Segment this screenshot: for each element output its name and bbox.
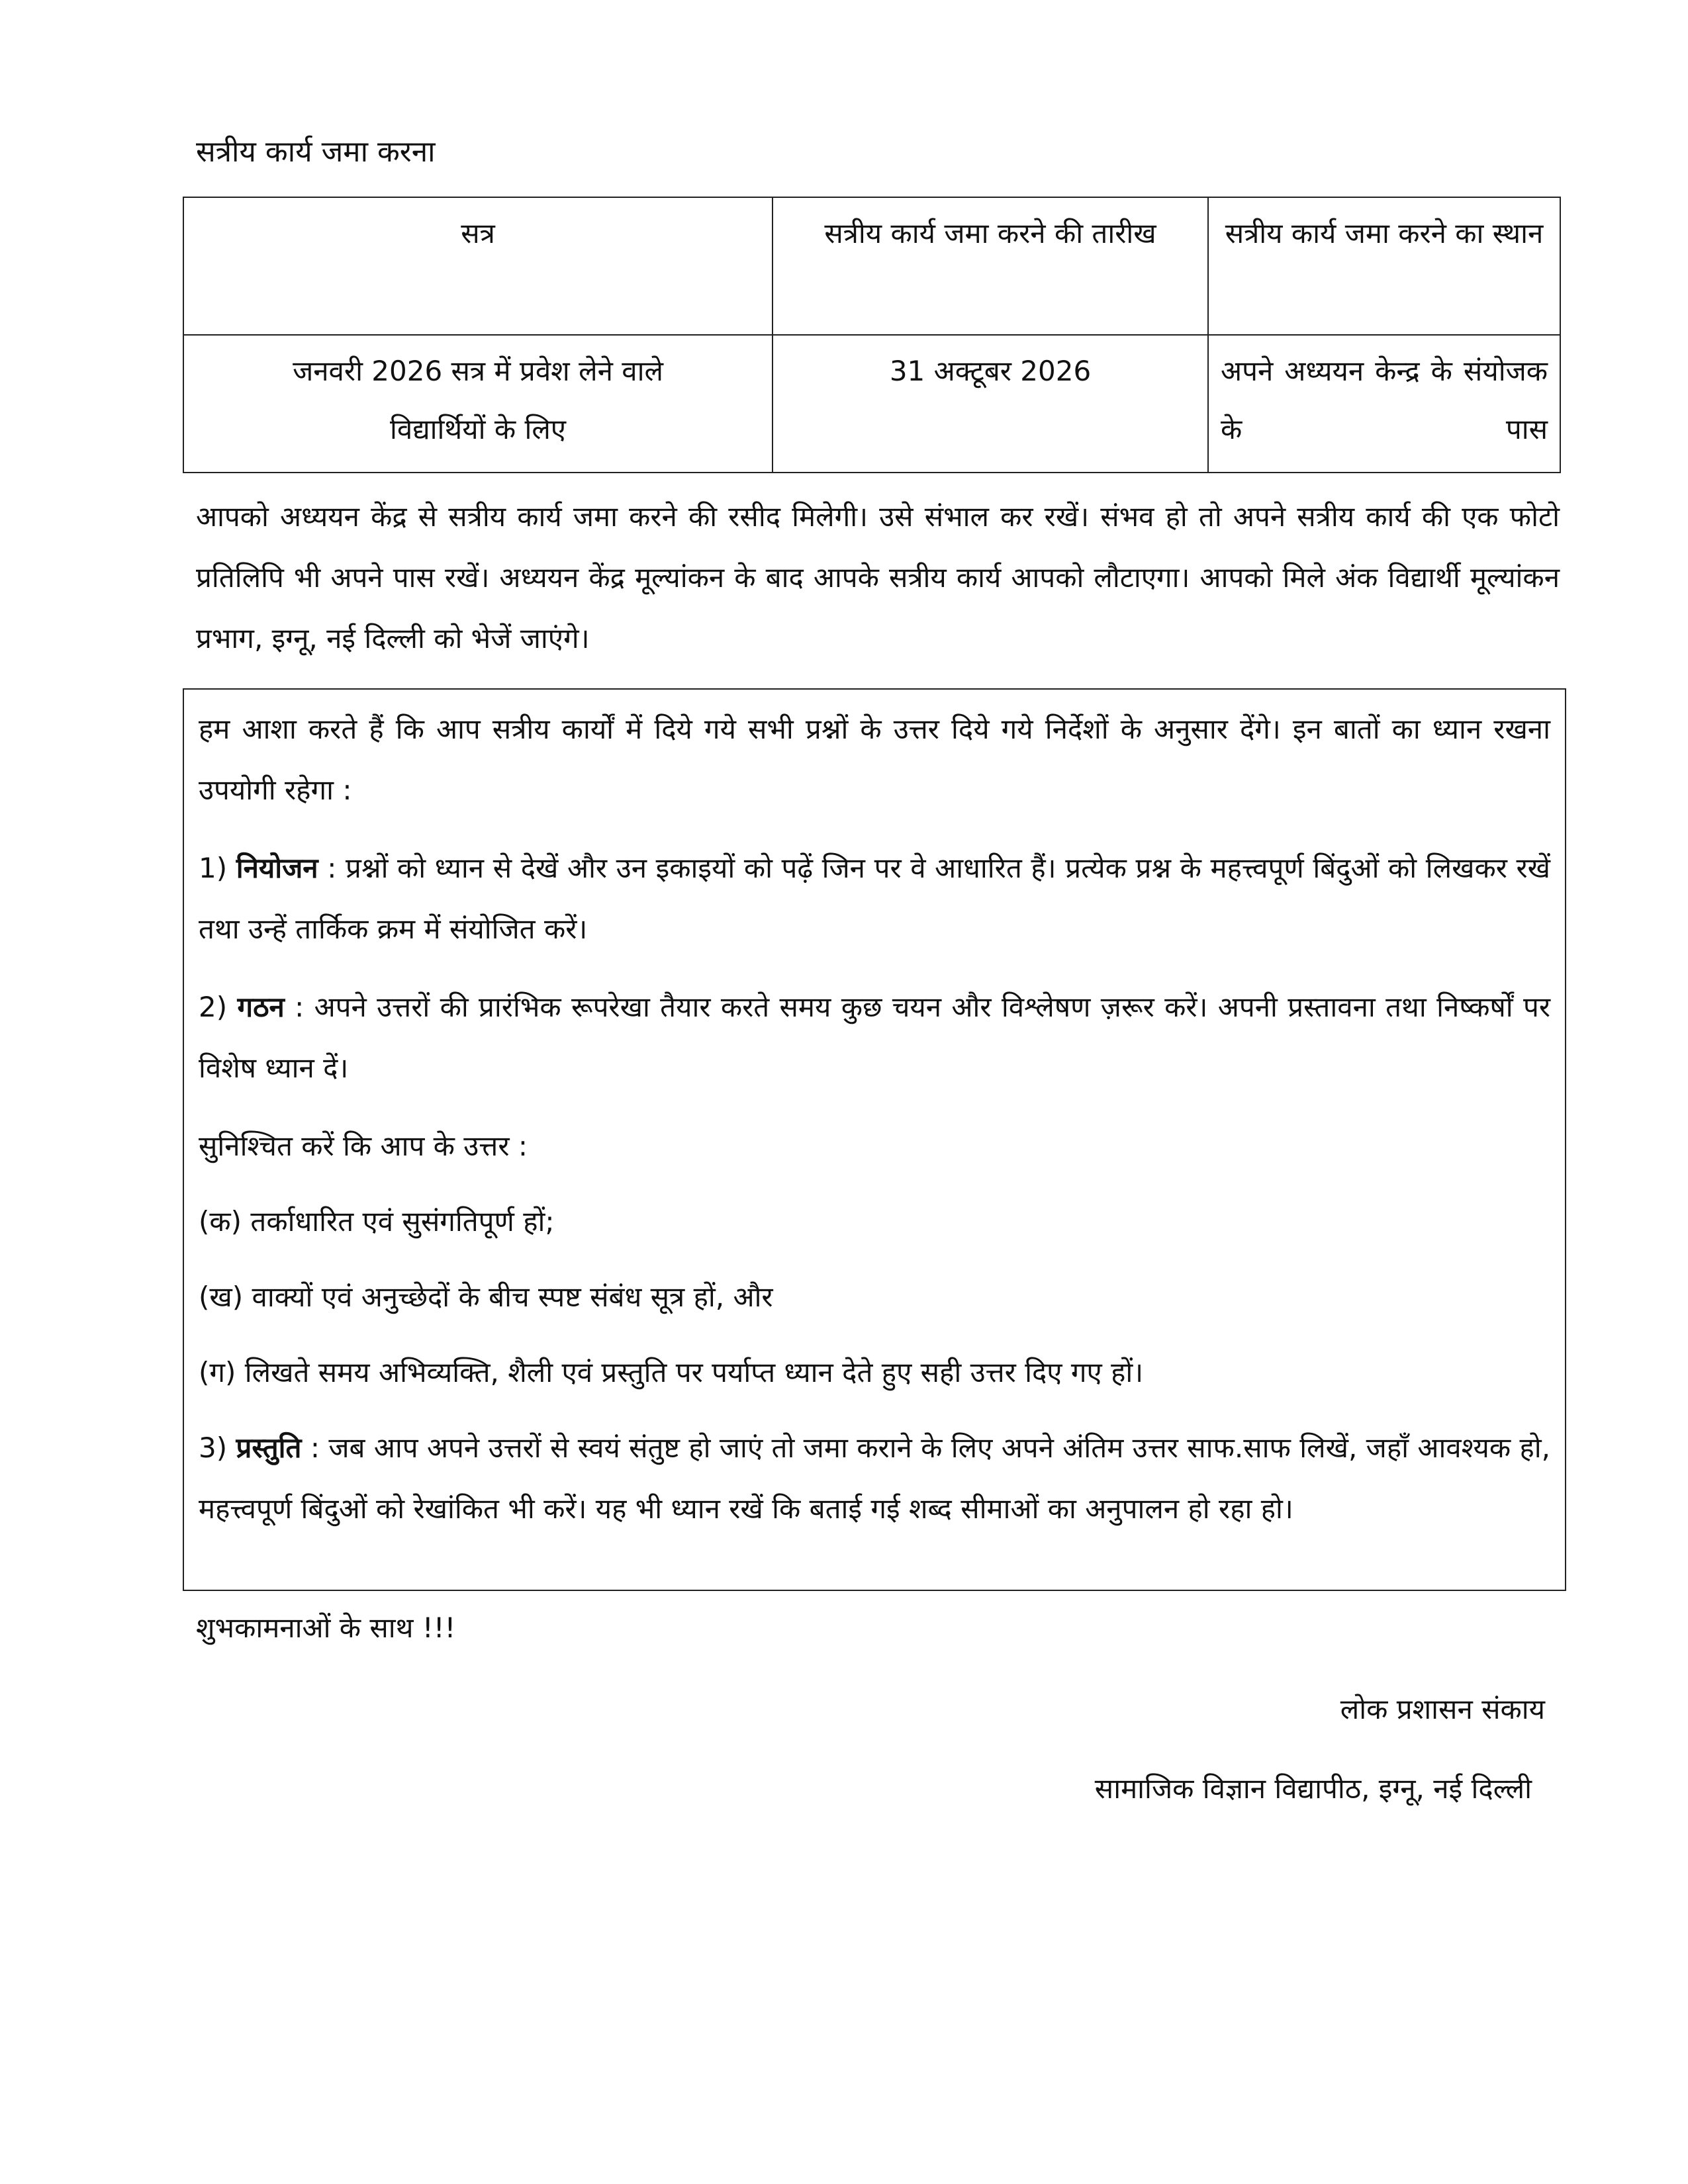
receipt-paragraph: आपको अध्ययन केंद्र से सत्रीय कार्य जमा करने की रसीद मिलेगी। उसे संभाल कर रखें। संभव हो तो अपने सत्रीय कार्य की एक फोटो प्रतिलिपि भी अपने पास रखें। अध्ययन केंद्र मूल्यांकन के बाद आपके सत्रीय कार्य आपको लौटाएगा। आपको मिले अंक विद्यार्थी मूल्यांकन प्रभाग, इग्नू, नई दिल्ली को भेजें जाएंगे। xyxy=(196,500,1560,655)
table-header-row xyxy=(183,197,1560,335)
signature-school: सामाजिक विज्ञान विद्यापीठ, इग्नू, नई दिल्ली xyxy=(1094,1772,1532,1805)
table-row xyxy=(183,335,1560,473)
header-session: सत्र xyxy=(183,197,773,335)
guideline-structure xyxy=(199,977,1550,1099)
guideline-number: 2) xyxy=(199,991,228,1023)
closing-line: शुभकामनाओं के साथ !!! xyxy=(196,1612,456,1644)
guideline-number: 1) xyxy=(199,852,228,884)
guidelines-intro: हम आशा करते हैं कि आप सत्रीय कार्यों में दिये गये सभी प्रश्नों के उत्तर दिये गये निर्देशों के अनुसार देंगे। इन बातों का ध्यान रखना उपयोगी रहेगा : xyxy=(199,713,1550,806)
guidelines-box xyxy=(183,688,1566,1591)
guideline-title: गठन xyxy=(237,991,285,1023)
list-item: (ग) लिखते समय अभिव्यक्ति, शैली एवं प्रस्तुति पर पर्याप्त ध्यान देते हुए सही उत्तर दिए गए हों। xyxy=(199,1356,1144,1388)
guideline-title: नियोजन xyxy=(236,852,318,884)
header-place: सत्रीय कार्य जमा करने का स्थान xyxy=(1208,197,1560,335)
guideline-number: 3) xyxy=(199,1432,228,1464)
guideline-presentation xyxy=(199,1418,1550,1539)
ensure-line: सुनिश्चित करें कि आप के उत्तर : xyxy=(199,1130,528,1162)
guideline-title: प्रस्तुति xyxy=(236,1432,302,1464)
submission-table xyxy=(183,197,1561,473)
page-heading: सत्रीय कार्य जमा करना xyxy=(196,135,436,169)
guideline-text: : जब आप अपने उत्तरों से स्वयं संतुष्ट हो जाएं तो जमा कराने के लिए अपने अंतिम उत्तर साफ.साफ लिखें, जहाँ आवश्यक हो, महत्त्वपूर्ण बिंदुओं को रेखांकित भी करें। यह भी ध्यान रखें कि बताई गई शब्द सीमाओं का अनुपालन हो रहा हो। xyxy=(199,1432,1550,1525)
list-item: (ख) वाक्यों एवं अनुच्छेदों के बीच स्पष्ट संबंध सूत्र हों, और xyxy=(199,1281,773,1313)
signature-faculty: लोक प्रशासन संकाय xyxy=(1340,1693,1545,1725)
cell-date: 31 अक्टूबर 2026 xyxy=(773,335,1208,473)
header-date: सत्रीय कार्य जमा करने की तारीख xyxy=(773,197,1208,335)
guideline-text: : अपने उत्तरों की प्रारंभिक रूपरेखा तैयार करते समय कुछ चयन और विश्लेषण ज़रूर करें। अपनी प्रस्तावना तथा निष्कर्षों पर विशेष ध्यान दें। xyxy=(199,991,1551,1084)
cell-session: जनवरी 2026 सत्र में प्रवेश लेने वाले विद्यार्थियों के लिए xyxy=(183,335,773,473)
list-item: (क) तर्काधारित एवं सुसंगतिपूर्ण हों; xyxy=(199,1205,555,1238)
cell-place: अपने अध्ययन केन्द्र के संयोजक के पास xyxy=(1208,335,1560,473)
guideline-text: : प्रश्नों को ध्यान से देखें और उन इकाइयों को पढ़ें जिन पर वे आधारित हैं। प्रत्येक प्रश्न के महत्त्वपूर्ण बिंदुओं को लिखकर रखें तथा उन्हें तार्किक क्रम में संयोजित करें। xyxy=(199,852,1551,945)
guideline-planning xyxy=(199,838,1550,960)
